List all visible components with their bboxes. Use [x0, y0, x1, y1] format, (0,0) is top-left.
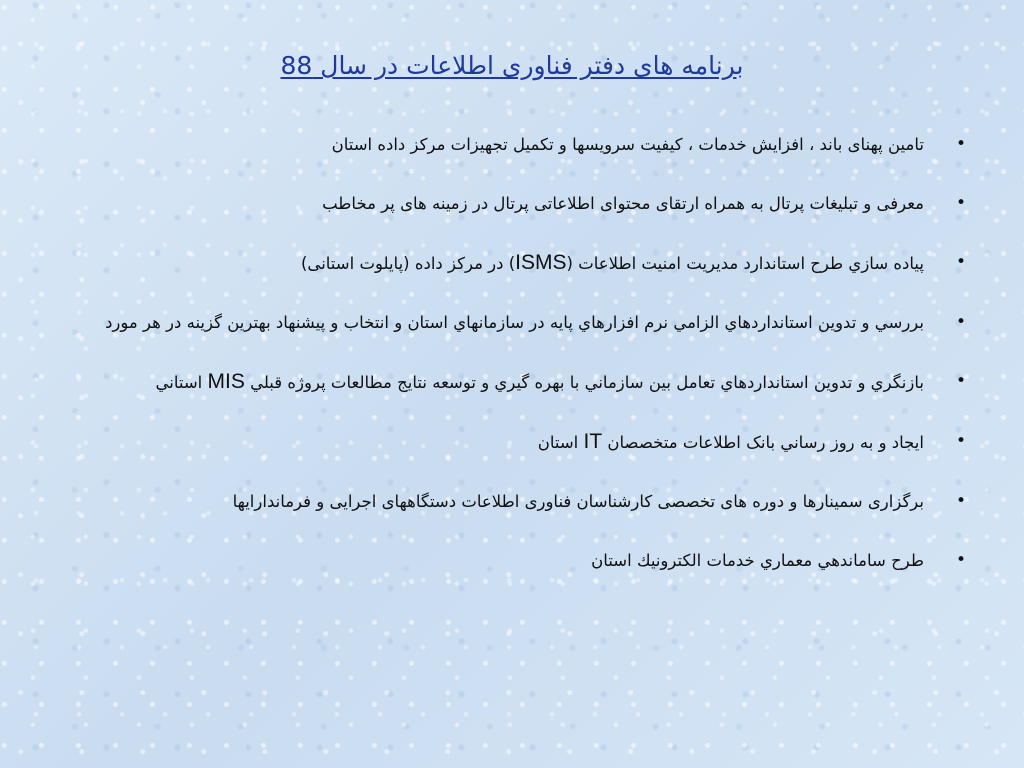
- bullet-text-part: ايجاد و به روز رساني بانک اطلاعات متخصصان: [602, 433, 924, 452]
- bullet-text: بررسي و تدوين استانداردهاي الزامي نرم افزارهاي پايه در سازمانهاي استان و انتخاب و پيشنهاد بهترين گزينه در هر مورد: [105, 313, 924, 332]
- bullet-dot-icon: •: [955, 134, 966, 154]
- acronym-isms: ISMS: [515, 251, 567, 274]
- bullet-text-part: پیاده سازي طرح استاندارد مديريت امنيت اطلاعات (: [566, 254, 924, 273]
- acronym-mis: MIS: [207, 370, 245, 393]
- bullet-text: [56, 369, 924, 395]
- bullet-dot-icon: •: [955, 252, 966, 272]
- bullet-item: [56, 250, 966, 276]
- bullet-item: [56, 310, 966, 335]
- bullet-dot-icon: •: [955, 550, 966, 570]
- slide-title: برنامه های دفتر فناوری اطلاعات در سال 88: [280, 51, 744, 80]
- bullet-text: [56, 429, 924, 455]
- bullet-text-part: بازنگري و تدوين استانداردهاي تعامل بين سازماني با بهره گيري و توسعه نتايج مطالعات پروژه قبلي: [244, 373, 924, 392]
- bullet-dot-icon: •: [955, 431, 966, 451]
- bullet-dot-icon: •: [955, 491, 966, 511]
- bullet-text: طرح ساماندهي معماري خدمات الكترونيك استان: [591, 551, 924, 570]
- bullet-text-part: استان: [537, 433, 584, 452]
- acronym-it: IT: [583, 430, 603, 453]
- bullet-text-part: ) در مرکز داده (پایلوت استانی): [301, 254, 516, 273]
- bullet-dot-icon: •: [955, 371, 966, 391]
- bullet-text: برگزاری سمینارها و دوره های تخصصی کارشناسان فناوری اطلاعات دستگاههای اجرایی و فرماندارایها: [232, 492, 924, 511]
- bullet-item: [56, 132, 966, 157]
- bullet-list: [56, 132, 966, 607]
- bullet-item: [56, 489, 966, 514]
- bullet-dot-icon: •: [955, 193, 966, 213]
- bullet-item: [56, 548, 966, 573]
- bullet-text-part: استاني: [155, 373, 208, 392]
- bullet-item: [56, 191, 966, 216]
- bullet-text: تامین پهنای باند ، افزایش خدمات ، کیفیت سرویسها و تکمیل تجهیزات مرکز داده استان: [331, 135, 924, 154]
- bullet-text: معرفی و تبلیغات پرتال به همراه ارتقای محتوای اطلاعاتی پرتال در زمینه های پر مخاطب: [322, 194, 924, 213]
- bullet-text: [56, 250, 924, 276]
- bullet-dot-icon: •: [955, 312, 966, 332]
- bullet-item: [56, 369, 966, 395]
- bullet-item: [56, 429, 966, 455]
